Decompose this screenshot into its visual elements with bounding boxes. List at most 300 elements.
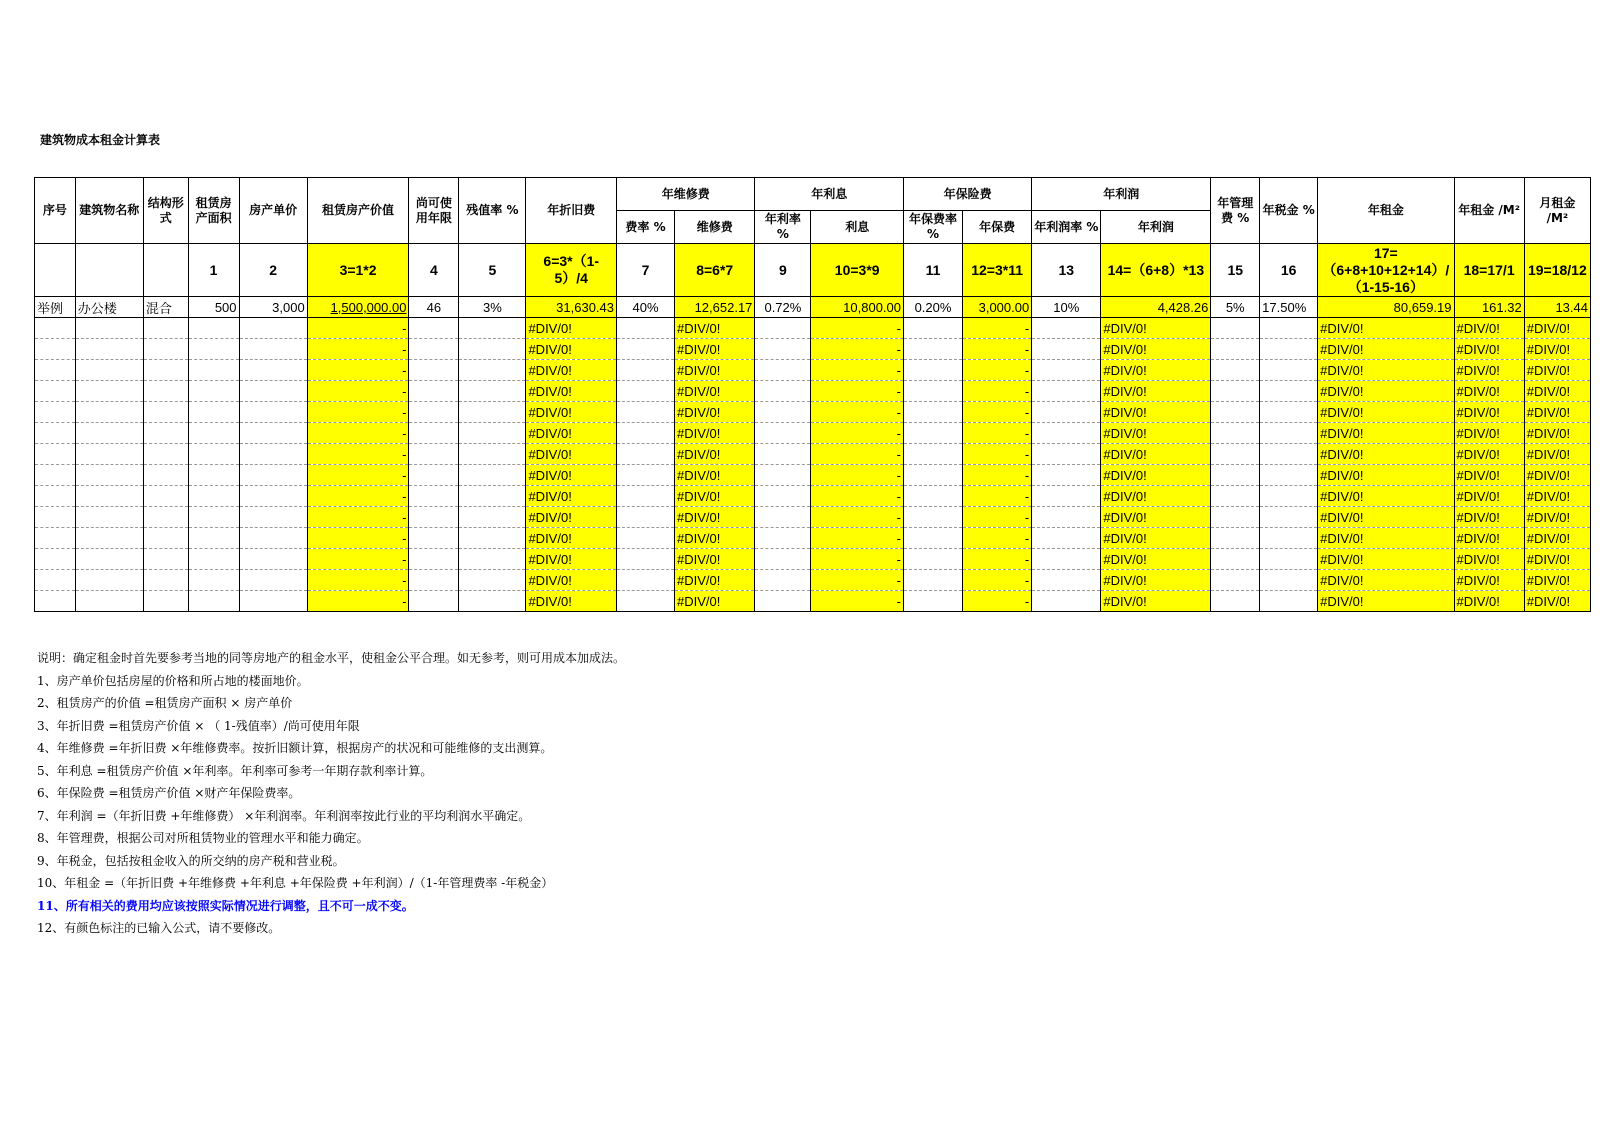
cell-empty[interactable] bbox=[188, 381, 239, 402]
cell-empty[interactable] bbox=[617, 570, 675, 591]
cell-empty[interactable] bbox=[617, 528, 675, 549]
cell-value[interactable]: - bbox=[307, 465, 409, 486]
cell-empty[interactable] bbox=[1032, 339, 1101, 360]
cell-empty[interactable] bbox=[1211, 381, 1260, 402]
cell-empty[interactable] bbox=[1211, 465, 1260, 486]
cell-rent[interactable]: #DIV/0! bbox=[1318, 465, 1454, 486]
cell-empty[interactable] bbox=[75, 423, 143, 444]
cell-rent-m2[interactable]: #DIV/0! bbox=[1454, 507, 1524, 528]
cell-empty[interactable] bbox=[755, 528, 811, 549]
cell-empty[interactable] bbox=[617, 507, 675, 528]
cell-profit-fee[interactable]: #DIV/0! bbox=[1101, 549, 1211, 570]
cell-empty[interactable] bbox=[75, 318, 143, 339]
cell-empty[interactable] bbox=[143, 402, 188, 423]
cell-ins-fee[interactable]: - bbox=[963, 549, 1032, 570]
cell-empty[interactable] bbox=[617, 381, 675, 402]
cell-profit-fee[interactable]: #DIV/0! bbox=[1101, 444, 1211, 465]
cell-profit-fee[interactable]: #DIV/0! bbox=[1101, 381, 1211, 402]
cell-empty[interactable] bbox=[409, 402, 459, 423]
cell-empty[interactable] bbox=[755, 591, 811, 612]
cell-profit-fee[interactable]: #DIV/0! bbox=[1101, 570, 1211, 591]
cell-empty[interactable] bbox=[1211, 318, 1260, 339]
cell-month-rent[interactable]: #DIV/0! bbox=[1524, 528, 1590, 549]
cell-empty[interactable] bbox=[188, 549, 239, 570]
cell-rent-m2[interactable]: #DIV/0! bbox=[1454, 570, 1524, 591]
cell-empty[interactable] bbox=[459, 549, 526, 570]
example-profit-rate[interactable]: 10% bbox=[1032, 297, 1101, 318]
cell-int-fee[interactable]: - bbox=[811, 423, 904, 444]
cell-empty[interactable] bbox=[755, 507, 811, 528]
cell-ins-fee[interactable]: - bbox=[963, 360, 1032, 381]
cell-depreciation[interactable]: #DIV/0! bbox=[526, 486, 617, 507]
cell-maint-fee[interactable]: #DIV/0! bbox=[675, 339, 755, 360]
cell-value[interactable]: - bbox=[307, 402, 409, 423]
cell-empty[interactable] bbox=[239, 549, 307, 570]
cell-empty[interactable] bbox=[1211, 423, 1260, 444]
cell-rent[interactable]: #DIV/0! bbox=[1318, 549, 1454, 570]
cell-empty[interactable] bbox=[755, 402, 811, 423]
cell-empty[interactable] bbox=[239, 402, 307, 423]
cell-int-fee[interactable]: - bbox=[811, 507, 904, 528]
cell-maint-fee[interactable]: #DIV/0! bbox=[675, 318, 755, 339]
example-ins-fee[interactable]: 3,000.00 bbox=[963, 297, 1032, 318]
cell-profit-fee[interactable]: #DIV/0! bbox=[1101, 528, 1211, 549]
cell-empty[interactable] bbox=[1260, 528, 1318, 549]
cell-empty[interactable] bbox=[409, 423, 459, 444]
cell-empty[interactable] bbox=[143, 381, 188, 402]
cell-empty[interactable] bbox=[239, 507, 307, 528]
cell-empty[interactable] bbox=[459, 486, 526, 507]
cell-empty[interactable] bbox=[75, 507, 143, 528]
cell-int-fee[interactable]: - bbox=[811, 465, 904, 486]
cell-int-fee[interactable]: - bbox=[811, 339, 904, 360]
example-month-rent[interactable]: 13.44 bbox=[1524, 297, 1590, 318]
cell-empty[interactable] bbox=[409, 591, 459, 612]
cell-rent[interactable]: #DIV/0! bbox=[1318, 570, 1454, 591]
cell-empty[interactable] bbox=[1032, 360, 1101, 381]
cell-maint-fee[interactable]: #DIV/0! bbox=[675, 444, 755, 465]
example-rent[interactable]: 80,659.19 bbox=[1318, 297, 1454, 318]
cell-empty[interactable] bbox=[188, 591, 239, 612]
cell-maint-fee[interactable]: #DIV/0! bbox=[675, 465, 755, 486]
cell-value[interactable]: - bbox=[307, 507, 409, 528]
cell-rent-m2[interactable]: #DIV/0! bbox=[1454, 423, 1524, 444]
example-maint-fee[interactable]: 12,652.17 bbox=[675, 297, 755, 318]
cell-profit-fee[interactable]: #DIV/0! bbox=[1101, 465, 1211, 486]
cell-empty[interactable] bbox=[459, 360, 526, 381]
cell-empty[interactable] bbox=[755, 360, 811, 381]
cell-empty[interactable] bbox=[35, 339, 76, 360]
cell-ins-fee[interactable]: - bbox=[963, 402, 1032, 423]
cell-empty[interactable] bbox=[755, 423, 811, 444]
cell-empty[interactable] bbox=[755, 570, 811, 591]
cell-depreciation[interactable]: #DIV/0! bbox=[526, 570, 617, 591]
cell-maint-fee[interactable]: #DIV/0! bbox=[675, 423, 755, 444]
cell-empty[interactable] bbox=[1032, 549, 1101, 570]
cell-rent[interactable]: #DIV/0! bbox=[1318, 318, 1454, 339]
cell-maint-fee[interactable]: #DIV/0! bbox=[675, 570, 755, 591]
cell-empty[interactable] bbox=[409, 507, 459, 528]
cell-profit-fee[interactable]: #DIV/0! bbox=[1101, 486, 1211, 507]
cell-month-rent[interactable]: #DIV/0! bbox=[1524, 318, 1590, 339]
example-life[interactable]: 46 bbox=[409, 297, 459, 318]
cell-ins-fee[interactable]: - bbox=[963, 507, 1032, 528]
cell-depreciation[interactable]: #DIV/0! bbox=[526, 507, 617, 528]
cell-month-rent[interactable]: #DIV/0! bbox=[1524, 549, 1590, 570]
cell-ins-fee[interactable]: - bbox=[963, 423, 1032, 444]
cell-empty[interactable] bbox=[409, 570, 459, 591]
cell-empty[interactable] bbox=[904, 528, 963, 549]
cell-int-fee[interactable]: - bbox=[811, 381, 904, 402]
cell-empty[interactable] bbox=[75, 591, 143, 612]
cell-rent[interactable]: #DIV/0! bbox=[1318, 444, 1454, 465]
cell-depreciation[interactable]: #DIV/0! bbox=[526, 549, 617, 570]
cell-rent-m2[interactable]: #DIV/0! bbox=[1454, 402, 1524, 423]
cell-maint-fee[interactable]: #DIV/0! bbox=[675, 381, 755, 402]
cell-profit-fee[interactable]: #DIV/0! bbox=[1101, 339, 1211, 360]
cell-depreciation[interactable]: #DIV/0! bbox=[526, 381, 617, 402]
cell-empty[interactable] bbox=[1260, 402, 1318, 423]
cell-value[interactable]: - bbox=[307, 549, 409, 570]
cell-month-rent[interactable]: #DIV/0! bbox=[1524, 591, 1590, 612]
cell-empty[interactable] bbox=[35, 507, 76, 528]
cell-empty[interactable] bbox=[239, 570, 307, 591]
example-tax[interactable]: 17.50% bbox=[1260, 297, 1318, 318]
cell-empty[interactable] bbox=[239, 591, 307, 612]
cell-ins-fee[interactable]: - bbox=[963, 528, 1032, 549]
cell-int-fee[interactable]: - bbox=[811, 360, 904, 381]
cell-ins-fee[interactable]: - bbox=[963, 486, 1032, 507]
cell-empty[interactable] bbox=[459, 444, 526, 465]
example-residual[interactable]: 3% bbox=[459, 297, 526, 318]
cell-empty[interactable] bbox=[459, 591, 526, 612]
cell-empty[interactable] bbox=[617, 423, 675, 444]
cell-rent[interactable]: #DIV/0! bbox=[1318, 339, 1454, 360]
cell-empty[interactable] bbox=[904, 591, 963, 612]
cell-maint-fee[interactable]: #DIV/0! bbox=[675, 528, 755, 549]
cell-empty[interactable] bbox=[459, 570, 526, 591]
cell-month-rent[interactable]: #DIV/0! bbox=[1524, 486, 1590, 507]
cell-empty[interactable] bbox=[35, 318, 76, 339]
cell-empty[interactable] bbox=[1032, 444, 1101, 465]
cell-empty[interactable] bbox=[188, 507, 239, 528]
cell-empty[interactable] bbox=[617, 591, 675, 612]
cell-int-fee[interactable]: - bbox=[811, 570, 904, 591]
example-depreciation[interactable]: 31,630.43 bbox=[526, 297, 617, 318]
cell-empty[interactable] bbox=[75, 549, 143, 570]
cell-empty[interactable] bbox=[75, 486, 143, 507]
cell-empty[interactable] bbox=[904, 360, 963, 381]
cell-empty[interactable] bbox=[188, 318, 239, 339]
example-area[interactable]: 500 bbox=[188, 297, 239, 318]
cell-empty[interactable] bbox=[188, 339, 239, 360]
cell-rent-m2[interactable]: #DIV/0! bbox=[1454, 465, 1524, 486]
cell-empty[interactable] bbox=[1260, 591, 1318, 612]
cell-empty[interactable] bbox=[459, 381, 526, 402]
cell-rent-m2[interactable]: #DIV/0! bbox=[1454, 381, 1524, 402]
cell-empty[interactable] bbox=[459, 423, 526, 444]
cell-empty[interactable] bbox=[755, 465, 811, 486]
cell-int-fee[interactable]: - bbox=[811, 486, 904, 507]
cell-empty[interactable] bbox=[755, 318, 811, 339]
cell-profit-fee[interactable]: #DIV/0! bbox=[1101, 402, 1211, 423]
example-unit-price[interactable]: 3,000 bbox=[239, 297, 307, 318]
cell-profit-fee[interactable]: #DIV/0! bbox=[1101, 318, 1211, 339]
cell-depreciation[interactable]: #DIV/0! bbox=[526, 339, 617, 360]
cell-empty[interactable] bbox=[35, 423, 76, 444]
cell-empty[interactable] bbox=[35, 570, 76, 591]
cell-rent-m2[interactable]: #DIV/0! bbox=[1454, 528, 1524, 549]
cell-depreciation[interactable]: #DIV/0! bbox=[526, 528, 617, 549]
cell-depreciation[interactable]: #DIV/0! bbox=[526, 318, 617, 339]
cell-empty[interactable] bbox=[35, 444, 76, 465]
cell-rent[interactable]: #DIV/0! bbox=[1318, 486, 1454, 507]
cell-maint-fee[interactable]: #DIV/0! bbox=[675, 549, 755, 570]
cell-ins-fee[interactable]: - bbox=[963, 444, 1032, 465]
cell-empty[interactable] bbox=[904, 486, 963, 507]
cell-profit-fee[interactable]: #DIV/0! bbox=[1101, 423, 1211, 444]
cell-empty[interactable] bbox=[188, 360, 239, 381]
cell-empty[interactable] bbox=[143, 591, 188, 612]
cell-int-fee[interactable]: - bbox=[811, 444, 904, 465]
cell-empty[interactable] bbox=[188, 486, 239, 507]
cell-empty[interactable] bbox=[459, 339, 526, 360]
cell-empty[interactable] bbox=[904, 423, 963, 444]
cell-month-rent[interactable]: #DIV/0! bbox=[1524, 339, 1590, 360]
cell-empty[interactable] bbox=[143, 486, 188, 507]
cell-profit-fee[interactable]: #DIV/0! bbox=[1101, 507, 1211, 528]
cell-month-rent[interactable]: #DIV/0! bbox=[1524, 570, 1590, 591]
cell-empty[interactable] bbox=[239, 318, 307, 339]
cell-depreciation[interactable]: #DIV/0! bbox=[526, 591, 617, 612]
cell-empty[interactable] bbox=[904, 444, 963, 465]
cell-empty[interactable] bbox=[1260, 570, 1318, 591]
cell-empty[interactable] bbox=[239, 486, 307, 507]
cell-empty[interactable] bbox=[617, 360, 675, 381]
cell-empty[interactable] bbox=[143, 423, 188, 444]
cell-empty[interactable] bbox=[617, 444, 675, 465]
cell-maint-fee[interactable]: #DIV/0! bbox=[675, 402, 755, 423]
cell-month-rent[interactable]: #DIV/0! bbox=[1524, 465, 1590, 486]
cell-ins-fee[interactable]: - bbox=[963, 591, 1032, 612]
cell-month-rent[interactable]: #DIV/0! bbox=[1524, 381, 1590, 402]
cell-profit-fee[interactable]: #DIV/0! bbox=[1101, 591, 1211, 612]
cell-empty[interactable] bbox=[409, 381, 459, 402]
cell-empty[interactable] bbox=[143, 570, 188, 591]
cell-empty[interactable] bbox=[409, 528, 459, 549]
cell-depreciation[interactable]: #DIV/0! bbox=[526, 402, 617, 423]
cell-empty[interactable] bbox=[1260, 360, 1318, 381]
cell-empty[interactable] bbox=[1032, 318, 1101, 339]
cell-rent-m2[interactable]: #DIV/0! bbox=[1454, 549, 1524, 570]
cell-empty[interactable] bbox=[35, 381, 76, 402]
cell-value[interactable]: - bbox=[307, 486, 409, 507]
cell-ins-fee[interactable]: - bbox=[963, 381, 1032, 402]
cell-empty[interactable] bbox=[188, 402, 239, 423]
cell-empty[interactable] bbox=[35, 591, 76, 612]
cell-rent-m2[interactable]: #DIV/0! bbox=[1454, 339, 1524, 360]
cell-empty[interactable] bbox=[617, 339, 675, 360]
cell-empty[interactable] bbox=[35, 549, 76, 570]
cell-empty[interactable] bbox=[35, 528, 76, 549]
cell-empty[interactable] bbox=[459, 528, 526, 549]
cell-empty[interactable] bbox=[143, 549, 188, 570]
cell-rent[interactable]: #DIV/0! bbox=[1318, 381, 1454, 402]
cell-empty[interactable] bbox=[1260, 549, 1318, 570]
example-structure[interactable]: 混合 bbox=[143, 297, 188, 318]
cell-ins-fee[interactable]: - bbox=[963, 318, 1032, 339]
cell-empty[interactable] bbox=[409, 549, 459, 570]
cell-month-rent[interactable]: #DIV/0! bbox=[1524, 444, 1590, 465]
cell-empty[interactable] bbox=[1211, 486, 1260, 507]
cell-value[interactable]: - bbox=[307, 444, 409, 465]
cell-rent[interactable]: #DIV/0! bbox=[1318, 402, 1454, 423]
cell-empty[interactable] bbox=[904, 381, 963, 402]
cell-empty[interactable] bbox=[1032, 528, 1101, 549]
cell-empty[interactable] bbox=[188, 423, 239, 444]
cell-rent-m2[interactable]: #DIV/0! bbox=[1454, 591, 1524, 612]
cell-month-rent[interactable]: #DIV/0! bbox=[1524, 402, 1590, 423]
cell-empty[interactable] bbox=[904, 549, 963, 570]
cell-empty[interactable] bbox=[239, 465, 307, 486]
cell-maint-fee[interactable]: #DIV/0! bbox=[675, 507, 755, 528]
cell-value[interactable]: - bbox=[307, 423, 409, 444]
cell-empty[interactable] bbox=[1260, 318, 1318, 339]
cell-empty[interactable] bbox=[617, 465, 675, 486]
cell-empty[interactable] bbox=[904, 465, 963, 486]
cell-maint-fee[interactable]: #DIV/0! bbox=[675, 486, 755, 507]
cell-empty[interactable] bbox=[1211, 402, 1260, 423]
cell-depreciation[interactable]: #DIV/0! bbox=[526, 360, 617, 381]
cell-value[interactable]: - bbox=[307, 339, 409, 360]
cell-value[interactable]: - bbox=[307, 570, 409, 591]
cell-empty[interactable] bbox=[459, 402, 526, 423]
cell-rent-m2[interactable]: #DIV/0! bbox=[1454, 360, 1524, 381]
cell-depreciation[interactable]: #DIV/0! bbox=[526, 444, 617, 465]
cell-depreciation[interactable]: #DIV/0! bbox=[526, 423, 617, 444]
cell-empty[interactable] bbox=[904, 570, 963, 591]
example-rent-m2[interactable]: 161.32 bbox=[1454, 297, 1524, 318]
cell-empty[interactable] bbox=[188, 528, 239, 549]
cell-empty[interactable] bbox=[904, 318, 963, 339]
cell-month-rent[interactable]: #DIV/0! bbox=[1524, 507, 1590, 528]
cell-empty[interactable] bbox=[143, 528, 188, 549]
cell-empty[interactable] bbox=[1032, 465, 1101, 486]
cell-maint-fee[interactable]: #DIV/0! bbox=[675, 360, 755, 381]
cell-empty[interactable] bbox=[617, 402, 675, 423]
cell-empty[interactable] bbox=[1211, 339, 1260, 360]
cell-empty[interactable] bbox=[143, 507, 188, 528]
cell-empty[interactable] bbox=[1211, 570, 1260, 591]
cell-empty[interactable] bbox=[1032, 591, 1101, 612]
cell-empty[interactable] bbox=[1260, 444, 1318, 465]
cell-empty[interactable] bbox=[409, 465, 459, 486]
cell-value[interactable]: - bbox=[307, 528, 409, 549]
cell-empty[interactable] bbox=[35, 465, 76, 486]
cell-empty[interactable] bbox=[1211, 591, 1260, 612]
cell-month-rent[interactable]: #DIV/0! bbox=[1524, 360, 1590, 381]
cell-empty[interactable] bbox=[188, 570, 239, 591]
cell-rent[interactable]: #DIV/0! bbox=[1318, 591, 1454, 612]
cell-empty[interactable] bbox=[1260, 465, 1318, 486]
cell-empty[interactable] bbox=[617, 486, 675, 507]
cell-empty[interactable] bbox=[904, 507, 963, 528]
example-int-fee[interactable]: 10,800.00 bbox=[811, 297, 904, 318]
cell-empty[interactable] bbox=[1032, 402, 1101, 423]
cell-empty[interactable] bbox=[904, 339, 963, 360]
cell-rent-m2[interactable]: #DIV/0! bbox=[1454, 444, 1524, 465]
cell-empty[interactable] bbox=[188, 444, 239, 465]
cell-value[interactable]: - bbox=[307, 360, 409, 381]
cell-empty[interactable] bbox=[459, 318, 526, 339]
cell-empty[interactable] bbox=[409, 444, 459, 465]
cell-empty[interactable] bbox=[1211, 444, 1260, 465]
cell-empty[interactable] bbox=[409, 486, 459, 507]
example-maint-rate[interactable]: 40% bbox=[617, 297, 675, 318]
cell-empty[interactable] bbox=[1260, 339, 1318, 360]
cell-profit-fee[interactable]: #DIV/0! bbox=[1101, 360, 1211, 381]
cell-value[interactable]: - bbox=[307, 591, 409, 612]
cell-depreciation[interactable]: #DIV/0! bbox=[526, 465, 617, 486]
cell-empty[interactable] bbox=[1211, 507, 1260, 528]
cell-empty[interactable] bbox=[239, 444, 307, 465]
cell-month-rent[interactable]: #DIV/0! bbox=[1524, 423, 1590, 444]
cell-ins-fee[interactable]: - bbox=[963, 465, 1032, 486]
cell-rent[interactable]: #DIV/0! bbox=[1318, 360, 1454, 381]
cell-int-fee[interactable]: - bbox=[811, 549, 904, 570]
cell-empty[interactable] bbox=[75, 528, 143, 549]
cell-empty[interactable] bbox=[1260, 507, 1318, 528]
cell-empty[interactable] bbox=[143, 360, 188, 381]
cell-empty[interactable] bbox=[75, 339, 143, 360]
cell-empty[interactable] bbox=[1032, 486, 1101, 507]
cell-empty[interactable] bbox=[409, 360, 459, 381]
cell-empty[interactable] bbox=[755, 444, 811, 465]
cell-empty[interactable] bbox=[1260, 381, 1318, 402]
cell-value[interactable]: - bbox=[307, 318, 409, 339]
cell-empty[interactable] bbox=[459, 507, 526, 528]
cell-empty[interactable] bbox=[35, 486, 76, 507]
cell-empty[interactable] bbox=[143, 318, 188, 339]
cell-empty[interactable] bbox=[1032, 423, 1101, 444]
cell-empty[interactable] bbox=[1260, 486, 1318, 507]
cell-empty[interactable] bbox=[35, 360, 76, 381]
cell-empty[interactable] bbox=[1032, 570, 1101, 591]
cell-rent[interactable]: #DIV/0! bbox=[1318, 423, 1454, 444]
cell-empty[interactable] bbox=[1211, 549, 1260, 570]
cell-rent[interactable]: #DIV/0! bbox=[1318, 507, 1454, 528]
example-mgmt[interactable]: 5% bbox=[1211, 297, 1260, 318]
cell-empty[interactable] bbox=[1211, 528, 1260, 549]
cell-empty[interactable] bbox=[755, 549, 811, 570]
cell-int-fee[interactable]: - bbox=[811, 318, 904, 339]
cell-empty[interactable] bbox=[1260, 423, 1318, 444]
cell-value[interactable]: - bbox=[307, 381, 409, 402]
cell-empty[interactable] bbox=[1032, 507, 1101, 528]
example-name[interactable]: 办公楼 bbox=[75, 297, 143, 318]
cell-empty[interactable] bbox=[755, 381, 811, 402]
cell-ins-fee[interactable]: - bbox=[963, 570, 1032, 591]
cell-empty[interactable] bbox=[239, 423, 307, 444]
cell-empty[interactable] bbox=[1032, 381, 1101, 402]
cell-empty[interactable] bbox=[75, 381, 143, 402]
cell-empty[interactable] bbox=[239, 381, 307, 402]
cell-int-fee[interactable]: - bbox=[811, 591, 904, 612]
cell-empty[interactable] bbox=[188, 465, 239, 486]
cell-empty[interactable] bbox=[755, 339, 811, 360]
cell-empty[interactable] bbox=[75, 465, 143, 486]
cell-empty[interactable] bbox=[75, 360, 143, 381]
